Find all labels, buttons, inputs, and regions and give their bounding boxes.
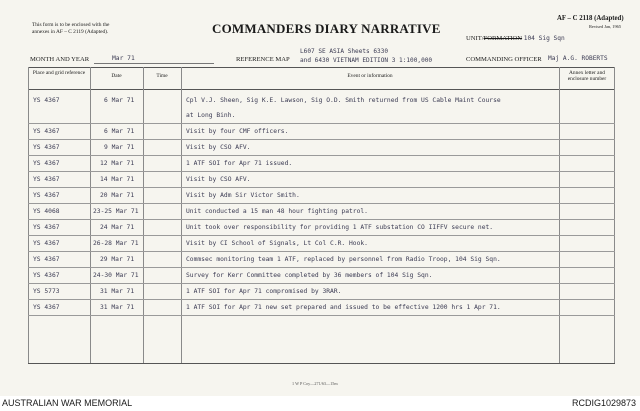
entry-event: Visit by CI School of Signals, Lt Col C.R. Hook.: [186, 240, 368, 247]
col-line-event: [181, 67, 182, 363]
form-note-line2: annexes in AF – C 2119 (Adapted).: [32, 28, 109, 35]
entry-place: YS 4367: [33, 176, 60, 183]
col-line-annex: [559, 67, 560, 363]
entry-event: Visit by CSO AFV.: [186, 176, 251, 183]
unit-label: UNIT/: [466, 35, 484, 42]
row-line-5: [28, 187, 615, 188]
footer-right: RCDIG1029873: [571, 398, 636, 408]
form-note-line1: This form is to be enclosed with the: [32, 22, 110, 28]
entry-date: 12 Mar 71: [100, 160, 135, 167]
month-label: MONTH AND YEAR: [30, 56, 90, 63]
month-underline: [94, 63, 214, 64]
entry-event: Visit by CSO AFV.: [186, 144, 251, 151]
row-line-1: [28, 123, 615, 124]
row-line-11: [28, 283, 615, 284]
entry-event: 1 ATF SOI for Apr 71 compromised by 3RAR.: [186, 288, 342, 295]
entry-event: Survey for Kerr Committee completed by 36 members of 104 Sig Sqn.: [186, 272, 433, 279]
entry-event: Visit by four CMF officers.: [186, 128, 289, 135]
col-line-right: [614, 67, 615, 363]
entry-place: YS 4367: [33, 192, 60, 199]
entry-date: 6 Mar 71: [104, 97, 135, 104]
header-time: Time: [156, 73, 168, 79]
co-label: COMMANDING OFFICER: [466, 56, 542, 63]
entry-date: 31 Mar 71: [100, 288, 135, 295]
row-line-2: [28, 139, 615, 140]
table-bottom-border: [28, 363, 615, 364]
entry-place: YS 4367: [33, 240, 60, 247]
entry-place: YS 4367: [33, 160, 60, 167]
entry-place: YS 5773: [33, 288, 60, 295]
unit-value: 104 Sig Sqn: [523, 35, 565, 42]
entry-place: YS 4367: [33, 272, 60, 279]
entry-place: YS 4367: [33, 304, 60, 311]
entry-date: 6 Mar 71: [104, 128, 135, 135]
entry-place: YS 4367: [33, 128, 60, 135]
row-line-6: [28, 203, 615, 204]
entry-place: YS 4367: [33, 97, 60, 104]
entry-event-continued: at Long Binh.: [186, 112, 236, 119]
unit-field: [466, 35, 565, 42]
entry-date: 9 Mar 71: [104, 144, 135, 151]
table-top-border: [28, 67, 615, 68]
month-value: Mar 71: [112, 55, 135, 62]
entry-event: Cpl V.J. Sheen, Sig K.E. Lawson, Sig O.D. Smith returned from US Cable Maint Course: [186, 97, 501, 104]
row-line-7: [28, 219, 615, 220]
unit-struck-label: FORMATION: [483, 35, 523, 42]
header-date: Date: [111, 73, 122, 79]
form-revised: Revised Jan, 1965: [589, 24, 622, 29]
entry-date: 14 Mar 71: [100, 176, 135, 183]
row-line-4: [28, 171, 615, 172]
entry-event: 1 ATF SOI for Apr 71 issued.: [186, 160, 293, 167]
row-line-10: [28, 267, 615, 268]
form-title: COMMANDERS DIARY NARRATIVE: [212, 21, 441, 36]
printer-mark: 1 W P Coy—271/63—15m: [292, 381, 338, 386]
col-line-left: [28, 67, 29, 363]
entry-date: 20 Mar 71: [100, 192, 135, 199]
table-header-border: [28, 89, 615, 90]
entry-place: YS 4367: [33, 224, 60, 231]
row-line-3: [28, 155, 615, 156]
entry-event: Unit took over responsibility for providing 1 ATF substation CO IIFFV secure net.: [186, 224, 494, 231]
entry-date: 24 Mar 71: [100, 224, 135, 231]
footer-left: AUSTRALIAN WAR MEMORIAL: [2, 398, 133, 408]
ref-map-line2: and 6430 VIETNAM EDITION 3 1:100,000: [300, 57, 433, 64]
col-line-date: [90, 67, 91, 363]
row-line-12: [28, 299, 615, 300]
col-line-time: [143, 67, 144, 363]
ref-map-label: REFERENCE MAP: [236, 56, 290, 63]
form-note: [32, 22, 109, 35]
row-line-13: [28, 315, 615, 316]
entry-place: YS 4367: [33, 256, 60, 263]
entry-date: 31 Mar 71: [100, 304, 135, 311]
entry-date: 24-30 Mar 71: [93, 272, 139, 279]
ref-map-line1: L607 SE ASIA Sheets 6330: [300, 48, 389, 55]
entry-place: YS 4068: [33, 208, 60, 215]
archive-footer: [0, 396, 640, 411]
form-code: AF – C 2118 (Adapted): [557, 15, 624, 22]
header-event: Event or information: [347, 73, 393, 79]
header-place: Place and grid reference: [32, 70, 86, 76]
co-value: Maj A.G. ROBERTS: [548, 55, 608, 62]
entry-event: Visit by Adm Sir Victor Smith.: [186, 192, 300, 199]
entry-event: Unit conducted a 15 man 48 hour fighting patrol.: [186, 208, 368, 215]
row-line-9: [28, 251, 615, 252]
entry-date: 23-25 Mar 71: [93, 208, 139, 215]
entry-event: Commsec monitoring team 1 ATF, replaced by personnel from Radio Troop, 104 Sig Sqn.: [186, 256, 501, 263]
entry-date: 29 Mar 71: [100, 256, 135, 263]
row-line-8: [28, 235, 615, 236]
entry-event: 1 ATF SOI for Apr 71 new set prepared and issued to be effective 1200 hrs 1 Apr 71.: [186, 304, 501, 311]
entry-date: 26-28 Mar 71: [93, 240, 139, 247]
entry-place: YS 4367: [33, 144, 60, 151]
header-annex: Annex letter and enclosure number: [567, 70, 607, 82]
